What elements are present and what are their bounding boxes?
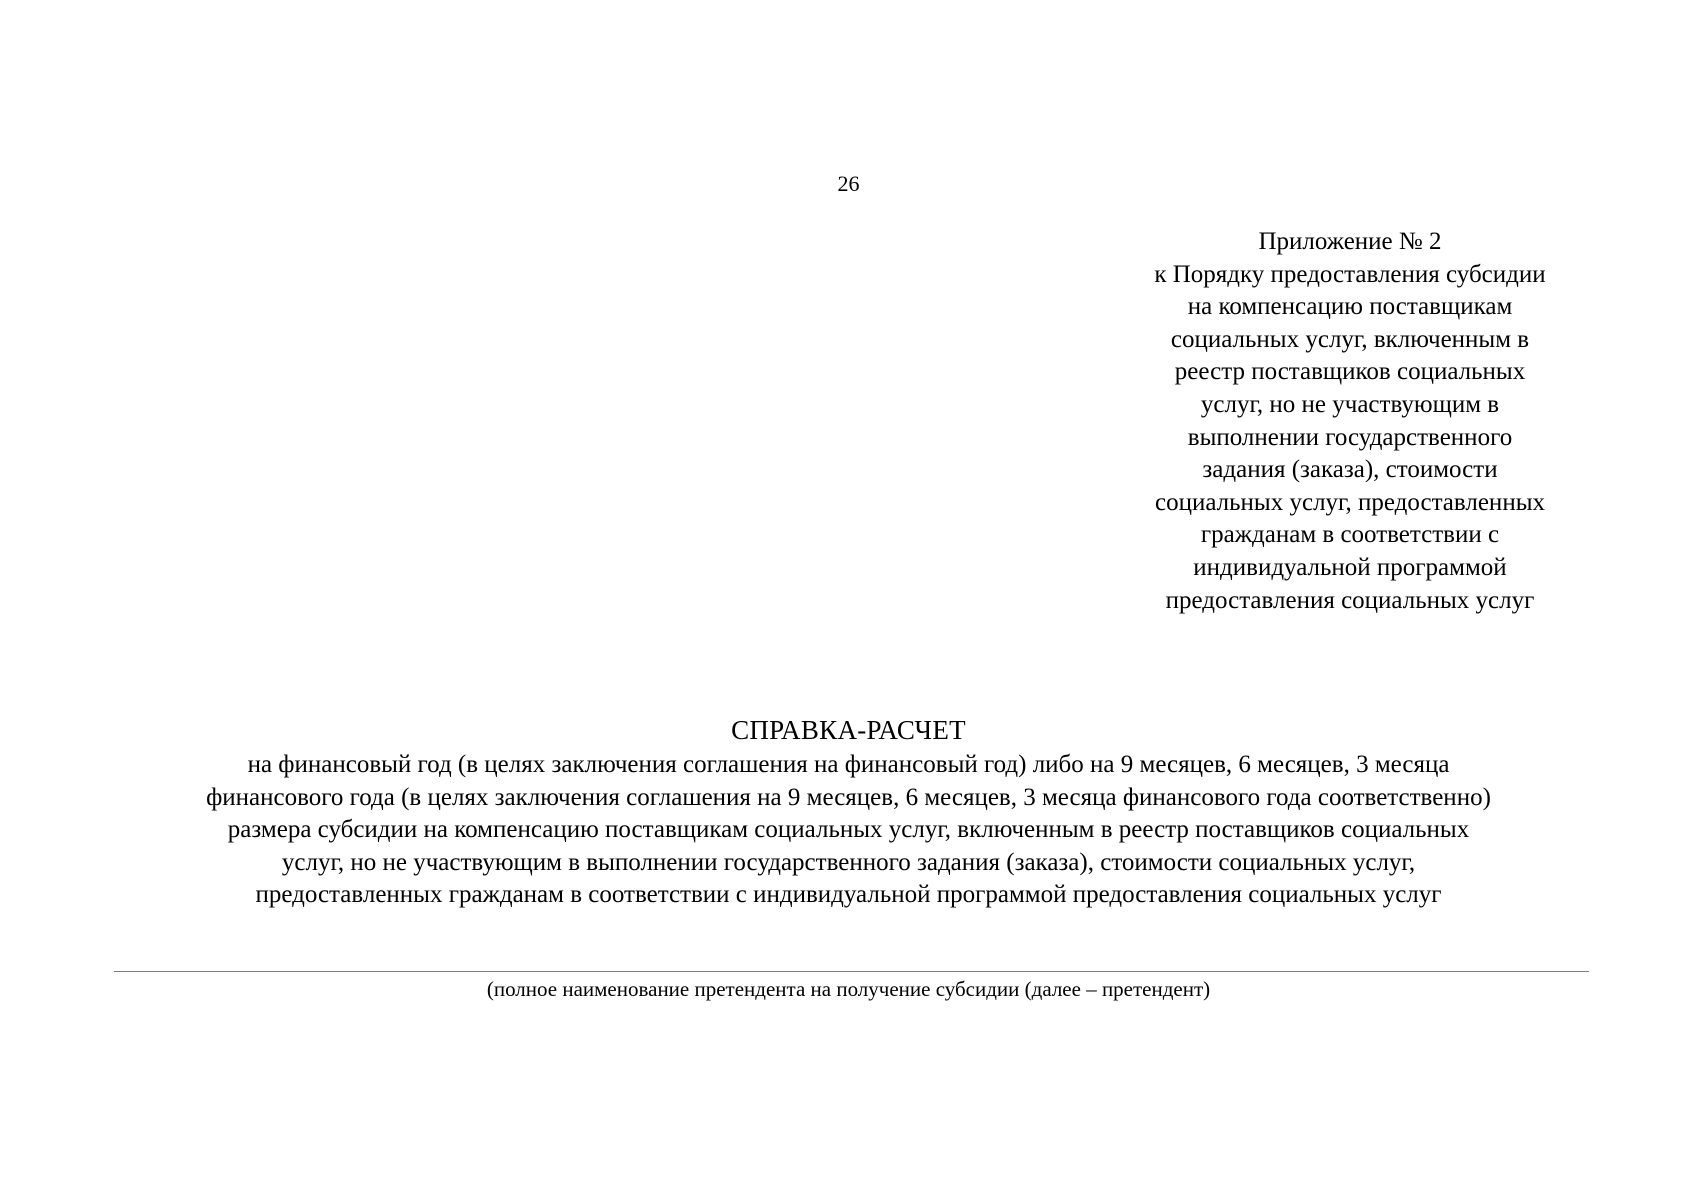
applicant-name-fill-line (114, 971, 1589, 972)
appendix-line: задания (заказа), стоимости (1202, 456, 1498, 484)
appendix-line: социальных услуг, предоставленных (1155, 488, 1545, 516)
document-title: СПРАВКА-РАСЧЕТ (731, 715, 966, 745)
appendix-line: предоставления социальных услуг (1165, 586, 1535, 614)
subtitle-line: услуг, но не участвующим в выполнении государственного задания (заказа), стоимости социальных услуг, (281, 848, 1416, 876)
appendix-line: индивидуальной программой (1193, 553, 1507, 581)
subtitle-line: на финансовый год (в целях заключения соглашения на финансовый год) либо на 9 месяцев, 6 месяцев, 3 месяца (247, 751, 1450, 778)
subtitle-line: предоставленных гражданам в соответствии с индивидуальной программой предоставления социальных услуг (255, 881, 1442, 908)
page-number: 26 (837, 171, 860, 196)
appendix-line: к Порядку предоставления субсидии (1154, 260, 1546, 288)
appendix-line: социальных услуг, включенным в (1170, 325, 1530, 353)
subtitle-line: финансового года (в целях заключения соглашения на 9 месяцев, 6 месяцев, 3 месяца финансового года соответственно) (206, 783, 1491, 811)
applicant-name-caption: (полное наименование претендента на получение субсидии (далее – претендент) (486, 977, 1211, 1001)
appendix-line: гражданам в соответствии с (1200, 521, 1500, 549)
appendix-header (1110, 226, 1590, 617)
document-subtitle (0, 749, 1697, 912)
appendix-line: выполнении государственного (1187, 423, 1513, 451)
appendix-line: Приложение № 2 (1258, 228, 1442, 255)
appendix-line: услуг, но не участвующим в (1200, 390, 1500, 418)
subtitle-line: размера субсидии на компенсацию поставщикам социальных услуг, включенным в реестр поставщиков социальных (227, 816, 1470, 843)
appendix-line: на компенсацию поставщикам (1187, 293, 1513, 321)
appendix-line: реестр поставщиков социальных (1174, 358, 1526, 386)
